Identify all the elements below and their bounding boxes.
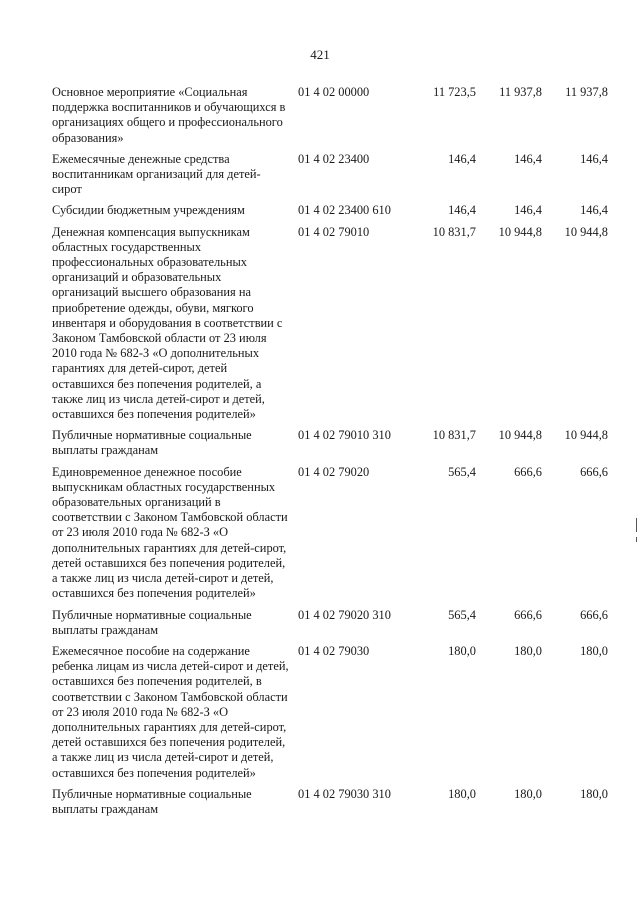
row-value-3: 666,6 xyxy=(580,464,608,479)
row-description: Ежемесячные денежные средства воспитанникам организаций для детей-сирот xyxy=(52,151,261,197)
row-value-1: 180,0 xyxy=(448,643,476,658)
table-row xyxy=(52,203,608,224)
row-value-3: 10 944,8 xyxy=(564,428,608,443)
row-code: 01 4 02 79020 xyxy=(298,464,370,479)
row-code: 01 4 02 79010 xyxy=(298,224,370,239)
row-value-1: 11 723,5 xyxy=(433,85,476,99)
table-row xyxy=(52,428,608,464)
row-description: Ежемесячное пособие на содержание ребенка лицам из числа детей-сирот и детей, оставшихся без попечения родителей, в соответствии с Законом Тамбовской области от 23 июля 2010 года № 682-З «О дополнительных гарантиях для детей-сирот, детей оставшихся без попечения родителей, а также лиц из числа детей-сирот и детей, оставшихся без попечения родителей» xyxy=(52,643,289,780)
row-code: 01 4 02 23400 xyxy=(298,151,370,166)
row-value-1: 180,0 xyxy=(448,786,476,801)
table-row xyxy=(52,225,608,429)
row-code: 01 4 02 00000 xyxy=(298,85,370,99)
row-value-3: 180,0 xyxy=(580,786,608,801)
row-value-3: 146,4 xyxy=(580,151,608,166)
row-code: 01 4 02 79030 xyxy=(298,643,370,658)
row-value-1: 10 831,7 xyxy=(432,224,476,239)
table-row xyxy=(52,644,608,787)
row-description: Единовременное денежное пособие выпускникам областных государственных образовательных организаций в соответствии с Законом Тамбовской области от 23 июля 2010 года № 682-З «О дополнительных гарантиях для детей-сирот, детей оставшихся без попечения родителей, а также лиц из числа детей-сирот и детей, оставшихся без попечения родителей» xyxy=(52,464,288,601)
row-code: 01 4 02 79020 310 xyxy=(298,607,391,622)
row-description: Субсидии бюджетным учреждениям xyxy=(52,203,245,218)
table-row xyxy=(52,152,608,204)
row-value-2: 666,6 xyxy=(514,464,542,479)
row-description: Денежная компенсация выпускникам областных государственных профессиональных образовательных организаций и образовательных организаций высшего образования на приобретение одежды, обуви, мягкого инвентаря и оборудования в соответствии с Законом Тамбовской области от 23 июля 2010 года № 682-З «О дополнительных гарантиях для детей-сирот, детей оставшихся без попечения родителей, а также лиц из числа детей-сирот и детей, оставшихся без попечения родителей» xyxy=(52,224,283,422)
budget-table xyxy=(52,85,608,823)
row-value-3: 10 944,8 xyxy=(564,224,608,239)
row-code: 01 4 02 79030 310 xyxy=(298,786,391,801)
row-value-2: 10 944,8 xyxy=(498,428,542,443)
row-value-1: 565,4 xyxy=(448,464,476,479)
row-value-2: 11 937,8 xyxy=(499,85,542,99)
row-value-1: 146,4 xyxy=(448,203,476,218)
row-value-2: 666,6 xyxy=(514,607,542,622)
row-description: Публичные нормативные социальные выплаты гражданам xyxy=(52,428,252,458)
row-value-3: 146,4 xyxy=(580,203,608,218)
row-code: 01 4 02 23400 610 xyxy=(298,203,391,218)
table-row xyxy=(52,608,608,644)
row-description: Публичные нормативные социальные выплаты гражданам xyxy=(52,607,252,637)
page-number: 421 xyxy=(310,47,330,62)
row-value-2: 146,4 xyxy=(514,203,542,218)
row-code: 01 4 02 79010 310 xyxy=(298,428,391,443)
scan-mark xyxy=(636,518,637,532)
row-value-3: 666,6 xyxy=(580,607,608,622)
row-value-3: 180,0 xyxy=(580,643,608,658)
table-row xyxy=(52,465,608,608)
scan-mark xyxy=(636,537,637,542)
row-description: Основное мероприятие «Социальная поддержка воспитанников и обучающихся в организациях общего и профессионального образования» xyxy=(52,85,286,145)
table-row xyxy=(52,787,608,823)
row-value-2: 180,0 xyxy=(514,786,542,801)
row-value-1: 146,4 xyxy=(448,151,476,166)
row-value-2: 146,4 xyxy=(514,151,542,166)
row-description: Публичные нормативные социальные выплаты гражданам xyxy=(52,786,252,816)
row-value-2: 180,0 xyxy=(514,643,542,658)
row-value-3: 11 937,8 xyxy=(565,85,608,99)
row-value-1: 565,4 xyxy=(448,607,476,622)
row-value-2: 10 944,8 xyxy=(498,224,542,239)
table-row xyxy=(52,85,608,152)
row-value-1: 10 831,7 xyxy=(432,428,476,443)
